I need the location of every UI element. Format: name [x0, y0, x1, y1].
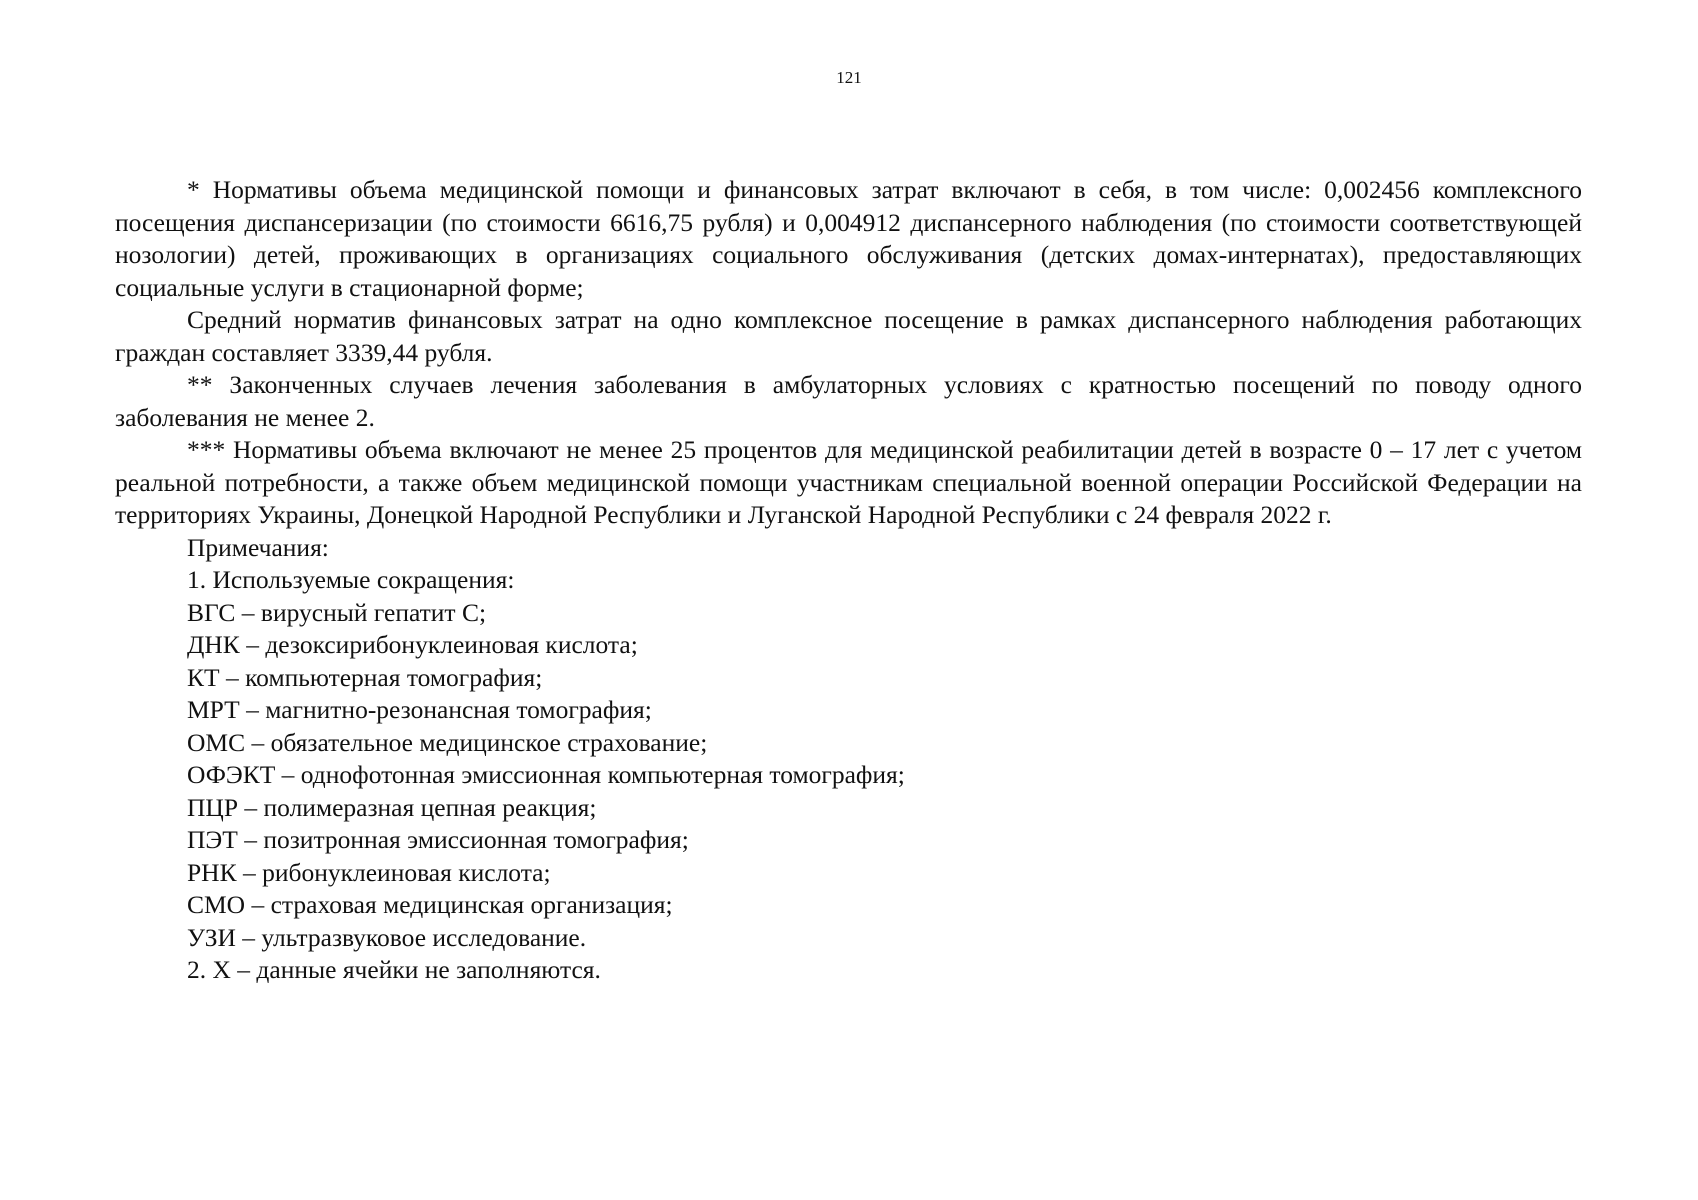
abbreviation-item: МРТ – магнитно-резонансная томография;: [187, 695, 652, 724]
notes-heading: Примечания:: [187, 532, 329, 562]
abbreviation-item: ПЦР – полимеразная цепная реакция;: [187, 792, 597, 822]
abbreviation-item: ОФЭКТ – однофотонная эмиссионная компьютерная томография;: [187, 760, 905, 789]
page-number: 121: [836, 68, 862, 87]
abbreviation-item: УЗИ – ультразвуковое исследование.: [187, 922, 587, 952]
abbreviation-item: ПЭТ – позитронная эмиссионная томография;: [187, 825, 689, 854]
abbreviation-item: КТ – компьютерная томография;: [187, 662, 543, 692]
document-body: [115, 174, 1582, 987]
abbreviation-item: СМО – страховая медицинская организация;: [187, 890, 673, 919]
abbreviation-list: [115, 597, 1582, 955]
note-2: 2. Х – данные ячейки не заполняются.: [187, 955, 601, 984]
average-cost-paragraph: Средний норматив финансовых затрат на одно комплексное посещение в рамках диспансерного наблюдения работающих граждан составляет 3339,44 рубля.: [115, 305, 1582, 367]
abbreviation-item: ОМС – обязательное медицинское страхование;: [187, 727, 708, 757]
footnote-double-asterisk: ** Законченных случаев лечения заболевания в амбулаторных условиях с кратностью посещений по поводу одного заболевания не менее 2.: [115, 370, 1582, 432]
abbreviation-item: ДНК – дезоксирибонуклеиновая кислота;: [187, 630, 638, 659]
footnote-triple-asterisk: *** Нормативы объема включают не менее 25 процентов для медицинской реабилитации детей в возрасте 0 – 17 лет с учетом реальной потребности, а также объем медицинской помощи участникам специальной военной операции Российской Федерации на территориях Украины, Донецкой Народной Республики и Луганской Народной Республики с 24 февраля 2022 г.: [115, 435, 1582, 529]
note-1-title: 1. Используемые сокращения:: [187, 565, 515, 594]
abbreviation-item: ВГС – вирусный гепатит С;: [187, 597, 487, 627]
footnote-single-asterisk: * Нормативы объема медицинской помощи и финансовых затрат включают в себя, в том числе: 0,002456 комплексного посещения диспансеризации (по стоимости 6616,75 рубля) и 0,004912 диспансерного наблюдения (по стоимости соответствующей нозологии) детей, проживающих в организациях социального обслуживания (детских домах-интернатах), предоставляющих социальные услуги в стационарной форме;: [115, 175, 1582, 302]
abbreviation-item: РНК – рибонуклеиновая кислота;: [187, 857, 551, 887]
